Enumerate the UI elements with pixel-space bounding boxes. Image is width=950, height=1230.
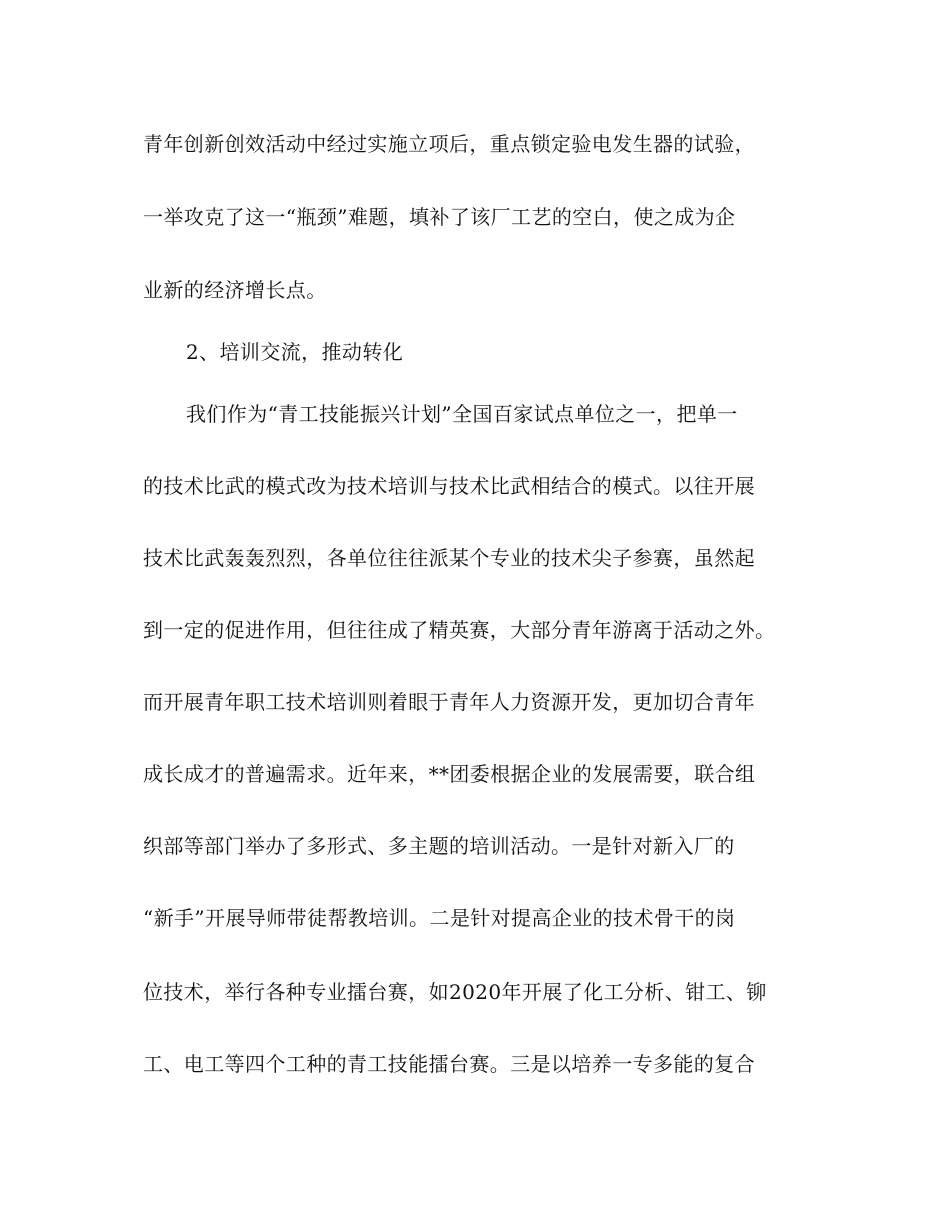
text-line-11: 织部等部门举办了多形式、多主题的培训活动。一是针对新入厂的 (143, 834, 735, 858)
text-line-8: 到一定的促进作用，但往往成了精英赛，大部分青年游离于活动之外。 (143, 618, 776, 642)
text-line-1: 青年创新创效活动中经过实施立项后，重点锁定验电发生器的试验， (143, 132, 755, 156)
text-line-5: 我们作为“青工技能振兴计划”全国百家试点单位之一，把单一 (186, 402, 738, 426)
text-line-2: 一举攻克了这一“瓶颈”难题，填补了该厂工艺的空白，使之成为企 (143, 205, 736, 229)
text-line-14: 工、电工等四个工种的青工技能擂台赛。三是以培养一专多能的复合 (143, 1052, 755, 1076)
text-line-9: 而开展青年职工技术培训则着眼于青年人力资源开发，更加切合青年 (143, 690, 755, 714)
text-line-7: 技术比武轰轰烈烈，各单位往往派某个专业的技术尖子参赛，虽然起 (143, 546, 755, 570)
text-line-13: 位技术，举行各种专业擂台赛，如2020年开展了化工分析、钳工、铆 (143, 980, 767, 1004)
text-line-12: “新手”开展导师带徒帮教培训。二是针对提高企业的技术骨干的岗 (143, 906, 736, 930)
text-line-6: 的技术比武的模式改为技术培训与技术比武相结合的模式。以往开展 (143, 474, 755, 498)
section-heading: 2、培训交流，推动转化 (186, 340, 404, 364)
text-line-3: 业新的经济增长点。 (143, 278, 327, 302)
text-line-10: 成长成才的普遍需求。近年来，**团委根据企业的发展需要，联合组 (143, 762, 756, 786)
